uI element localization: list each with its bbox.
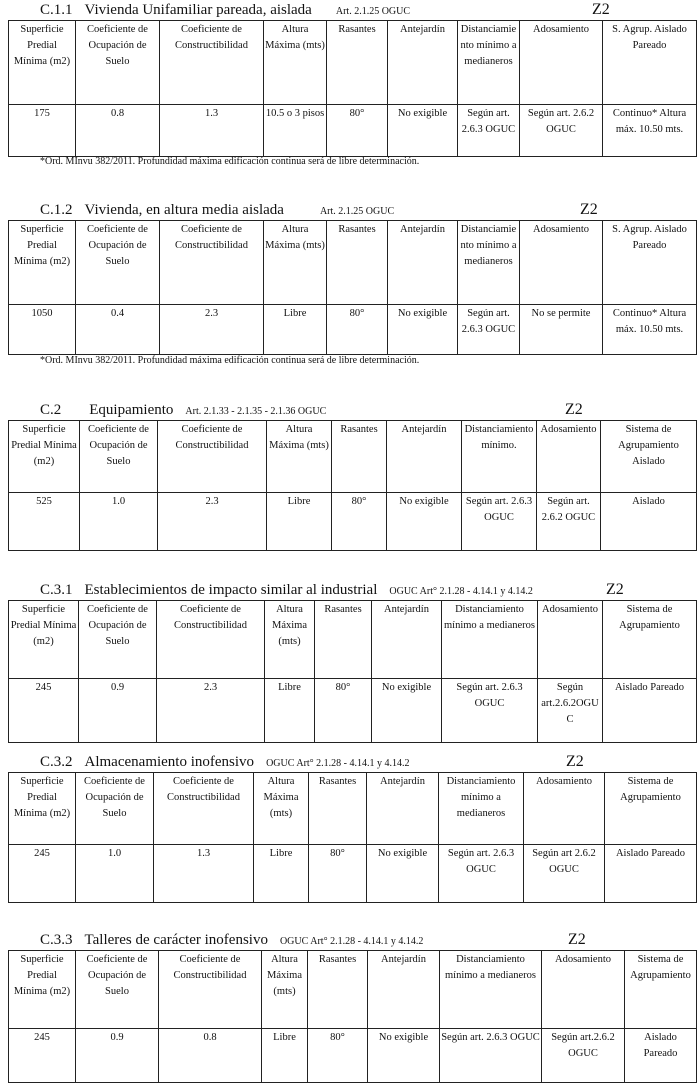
header-cell: Distanciamiento mínimo a medianeros [458, 21, 520, 105]
section-name: Talleres de carácter inofensivo [84, 932, 268, 948]
section-code: C.3.3 [40, 932, 73, 948]
header-row [9, 601, 697, 679]
header-cell: Superficie Predial Mínima (m2) [9, 21, 76, 105]
section-reference: Art. 2.1.33 - 2.1.35 - 2.1.36 OGUC [185, 406, 327, 417]
value-cell: 10.5 o 3 pisos [264, 105, 327, 157]
header-row [9, 221, 697, 305]
spec-table [8, 420, 697, 551]
header-cell: Distanciamiento mínimo a medianeros [442, 601, 538, 679]
header-cell: Coeficiente de Ocupación de Suelo [76, 221, 160, 305]
header-cell: S. Agrup. Aislado Pareado [603, 221, 697, 305]
value-cell: No exigible [387, 493, 462, 551]
value-cell: 2.3 [160, 305, 264, 355]
value-cell: Según art.2.6.2 OGUC [542, 1029, 625, 1083]
value-cell: 80° [315, 679, 372, 743]
value-cell: 1050 [9, 305, 76, 355]
header-cell: Rasantes [327, 221, 388, 305]
value-cell: 1.0 [76, 845, 154, 903]
value-cell: Según art. 2.6.3 OGUC [439, 845, 524, 903]
spec-table [8, 220, 697, 355]
section-reference: Art. 2.1.25 OGUC [319, 206, 395, 217]
value-cell: No exigible [367, 845, 439, 903]
value-cell: 80° [309, 845, 367, 903]
value-cell: 1.0 [80, 493, 158, 551]
value-cell: No exigible [388, 105, 458, 157]
header-cell: Superficie Predial Mínima (m2) [9, 951, 76, 1029]
header-cell: Superficie Predial Mínima (m2) [9, 221, 76, 305]
value-row [9, 493, 697, 551]
section-code: C.1.1 [40, 2, 73, 18]
value-cell: 1.3 [160, 105, 264, 157]
value-cell: 80° [327, 105, 388, 157]
header-cell: Sistema de Agrupamiento [625, 951, 697, 1029]
section-reference: OGUC Art° 2.1.28 - 4.14.1 y 4.14.2 [279, 936, 424, 947]
zone-label: Z2 [568, 931, 586, 948]
zone-label: Z2 [565, 401, 583, 418]
header-cell: Altura Máxima (mts) [264, 21, 327, 105]
header-cell: Antejardín [372, 601, 442, 679]
value-cell: Según art. 2.6.3 OGUC [458, 105, 520, 157]
section-name: Vivienda Unifamiliar pareada, aislada [84, 2, 312, 18]
header-cell: Superficie Predial Mínima (m2) [9, 601, 79, 679]
value-cell: Según art 2.6.2 OGUC [524, 845, 605, 903]
header-cell: Distanciamiento mínimo a medianeros [439, 773, 524, 845]
header-cell: Altura Máxima (mts) [254, 773, 309, 845]
value-cell: 2.3 [157, 679, 265, 743]
section-name: Establecimientos de impacto similar al industrial [84, 582, 378, 598]
header-cell: Altura Máxima (mts) [267, 421, 332, 493]
value-row [9, 845, 697, 903]
value-cell: Aislado Pareado [625, 1029, 697, 1083]
header-cell: Distanciamiento mínimo a medianeros [458, 221, 520, 305]
value-row [9, 679, 697, 743]
header-cell: Coeficiente de Ocupación de Suelo [76, 951, 159, 1029]
value-cell: Según art. 2.6.3 OGUC [458, 305, 520, 355]
value-cell: Aislado Pareado [605, 845, 697, 903]
value-cell: Aislado [601, 493, 697, 551]
header-cell: Coeficiente de Constructibilidad [154, 773, 254, 845]
zone-label: Z2 [566, 753, 584, 770]
spec-table [8, 20, 697, 157]
header-cell: S. Agrup. Aislado Pareado [603, 21, 697, 105]
header-cell: Sistema de Agrupamiento [603, 601, 697, 679]
header-cell: Antejardín [368, 951, 440, 1029]
value-cell: Según art. 2.6.2 OGUC [520, 105, 603, 157]
spec-table [8, 950, 697, 1083]
section-reference: Art. 2.1.25 OGUC [335, 6, 411, 17]
header-cell: Altura Máxima (mts) [264, 221, 327, 305]
footnote: *Ord. MInvu 382/2011. Profundidad máxima edificación continua será de libre determinación. [40, 355, 420, 366]
value-cell: Según art.2.6.2OGUC [538, 679, 603, 743]
header-cell: Coeficiente de Constructibilidad [160, 221, 264, 305]
header-cell: Adosamiento [520, 21, 603, 105]
value-cell: 245 [9, 1029, 76, 1083]
header-cell: Antejardín [367, 773, 439, 845]
header-cell: Coeficiente de Ocupación de Suelo [76, 773, 154, 845]
section-code: C.3.2 [40, 754, 73, 770]
value-cell: Libre [267, 493, 332, 551]
section-code: C.3.1 [40, 582, 73, 598]
header-cell: Antejardín [388, 21, 458, 105]
header-row [9, 773, 697, 845]
header-cell: Antejardín [388, 221, 458, 305]
value-cell: 175 [9, 105, 76, 157]
header-cell: Coeficiente de Ocupación de Suelo [80, 421, 158, 493]
value-cell: 245 [9, 679, 79, 743]
header-row [9, 21, 697, 105]
section-name: Equipamiento [89, 402, 174, 418]
section-code: C.1.2 [40, 202, 73, 218]
value-cell: Libre [264, 305, 327, 355]
header-cell: Antejardín [387, 421, 462, 493]
header-cell: Sistema de Agrupamiento Aislado [601, 421, 697, 493]
section-code: C.2 [40, 402, 62, 418]
value-cell: Aislado Pareado [603, 679, 697, 743]
header-cell: Adosamiento [524, 773, 605, 845]
value-cell: 0.9 [79, 679, 157, 743]
value-cell: 525 [9, 493, 80, 551]
value-cell: 80° [327, 305, 388, 355]
value-cell: 0.9 [76, 1029, 159, 1083]
value-cell: Continuo* Altura máx. 10.50 mts. [603, 305, 697, 355]
header-cell: Coeficiente de Constructibilidad [160, 21, 264, 105]
section-name: Vivienda, en altura media aislada [84, 202, 284, 218]
header-row [9, 951, 697, 1029]
header-cell: Adosamiento [542, 951, 625, 1029]
header-cell: Coeficiente de Constructibilidad [157, 601, 265, 679]
header-cell: Rasantes [327, 21, 388, 105]
spec-table [8, 600, 697, 743]
zone-label: Z2 [592, 1, 610, 18]
value-cell: 0.8 [159, 1029, 262, 1083]
header-cell: Altura Máxima (mts) [262, 951, 308, 1029]
header-row [9, 421, 697, 493]
header-cell: Rasantes [315, 601, 372, 679]
header-cell: Distanciamiento mínimo. [462, 421, 537, 493]
header-cell: Superficie Predial Mínima (m2) [9, 773, 76, 845]
zone-label: Z2 [580, 201, 598, 218]
value-cell: 80° [308, 1029, 368, 1083]
section-name: Almacenamiento inofensivo [84, 754, 255, 770]
header-cell: Coeficiente de Constructibilidad [159, 951, 262, 1029]
header-cell: Rasantes [309, 773, 367, 845]
value-cell: No exigible [388, 305, 458, 355]
value-cell: Según art. 2.6.3 OGUC [440, 1029, 542, 1083]
value-cell: Según art. 2.6.2 OGUC [537, 493, 601, 551]
header-cell: Coeficiente de Ocupación de Suelo [76, 21, 160, 105]
header-cell: Adosamiento [537, 421, 601, 493]
value-cell: Continuo* Altura máx. 10.50 mts. [603, 105, 697, 157]
header-cell: Coeficiente de Constructibilidad [158, 421, 267, 493]
header-cell: Altura Máxima (mts) [265, 601, 315, 679]
value-cell: No exigible [372, 679, 442, 743]
value-cell: 80° [332, 493, 387, 551]
value-cell: Según art. 2.6.3 OGUC [442, 679, 538, 743]
value-cell: Libre [262, 1029, 308, 1083]
header-cell: Superficie Predial Mínima (m2) [9, 421, 80, 493]
value-cell: 0.8 [76, 105, 160, 157]
value-cell: Libre [265, 679, 315, 743]
value-row [9, 1029, 697, 1083]
header-cell: Distanciamiento mínimo a medianeros [440, 951, 542, 1029]
header-cell: Adosamiento [520, 221, 603, 305]
value-cell: 0.4 [76, 305, 160, 355]
value-cell: 1.3 [154, 845, 254, 903]
value-row [9, 105, 697, 157]
footnote: *Ord. MInvu 382/2011. Profundidad máxima edificación continua será de libre determinación. [40, 156, 420, 167]
zone-label: Z2 [606, 581, 624, 598]
value-cell: No se permite [520, 305, 603, 355]
value-cell: Libre [254, 845, 309, 903]
value-cell: No exigible [368, 1029, 440, 1083]
header-cell: Adosamiento [538, 601, 603, 679]
value-cell: 2.3 [158, 493, 267, 551]
value-row [9, 305, 697, 355]
value-cell: Según art. 2.6.3 OGUC [462, 493, 537, 551]
section-reference: OGUC Art° 2.1.28 - 4.14.1 y 4.14.2 [389, 586, 533, 597]
value-cell: 245 [9, 845, 76, 903]
spec-table [8, 772, 697, 903]
section-reference: OGUC Art° 2.1.28 - 4.14.1 y 4.14.2 [266, 758, 410, 769]
header-cell: Rasantes [332, 421, 387, 493]
header-cell: Sistema de Agrupamiento [605, 773, 697, 845]
header-cell: Rasantes [308, 951, 368, 1029]
header-cell: Coeficiente de Ocupación de Suelo [79, 601, 157, 679]
